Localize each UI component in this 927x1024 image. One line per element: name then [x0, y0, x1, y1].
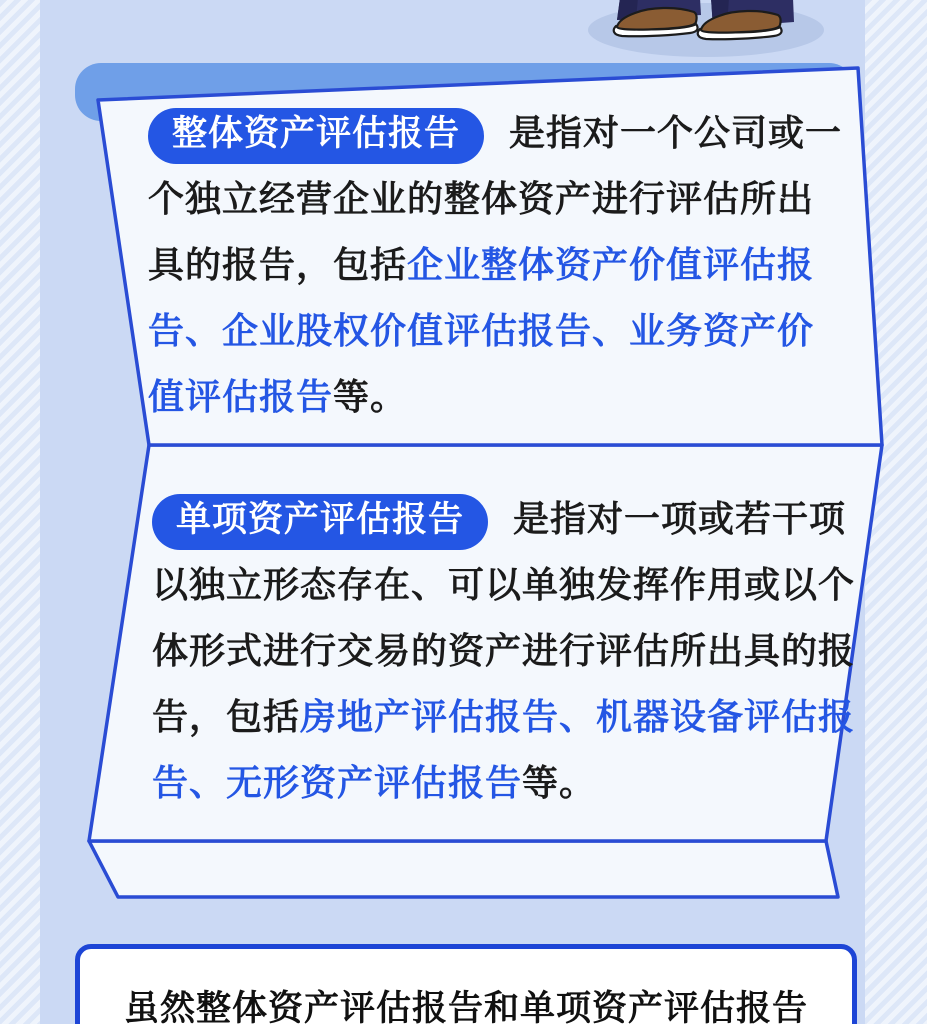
- left-stripe-band: [0, 0, 40, 1024]
- section-text: 是指对一项或若干项以独立形态存在、可以单独发挥作用或以个体形式进行交易的资产进行评估所出具的报告，包括: [152, 498, 856, 737]
- section-highlight-text: 房地产评估报告、机器设备评估报告、无形资产评估报告: [152, 696, 856, 803]
- section-single-asset-report: [152, 486, 860, 816]
- section-paragraph: [148, 100, 850, 430]
- section-overall-asset-report: [148, 100, 850, 430]
- single-asset-report-badge: 单项资产评估报告: [152, 494, 488, 550]
- overall-asset-report-badge: 整体资产评估报告: [148, 108, 484, 164]
- card-bottom-edge: [89, 841, 838, 897]
- section-text: 等。: [522, 762, 597, 803]
- footer-text: 虽然整体资产评估报告和单项资产评估报告: [123, 989, 808, 1024]
- footer-card: [75, 944, 857, 1024]
- section-paragraph: [152, 486, 860, 816]
- section-text: 等。: [333, 376, 408, 417]
- section-highlight-text: 企业整体资产价值评估报告、企业股权价值评估报告、业务资产价值评估报告: [148, 244, 815, 417]
- section-text: 是指对一个公司或一个独立经营企业的整体资产进行评估所出具的报告，包括: [148, 112, 843, 285]
